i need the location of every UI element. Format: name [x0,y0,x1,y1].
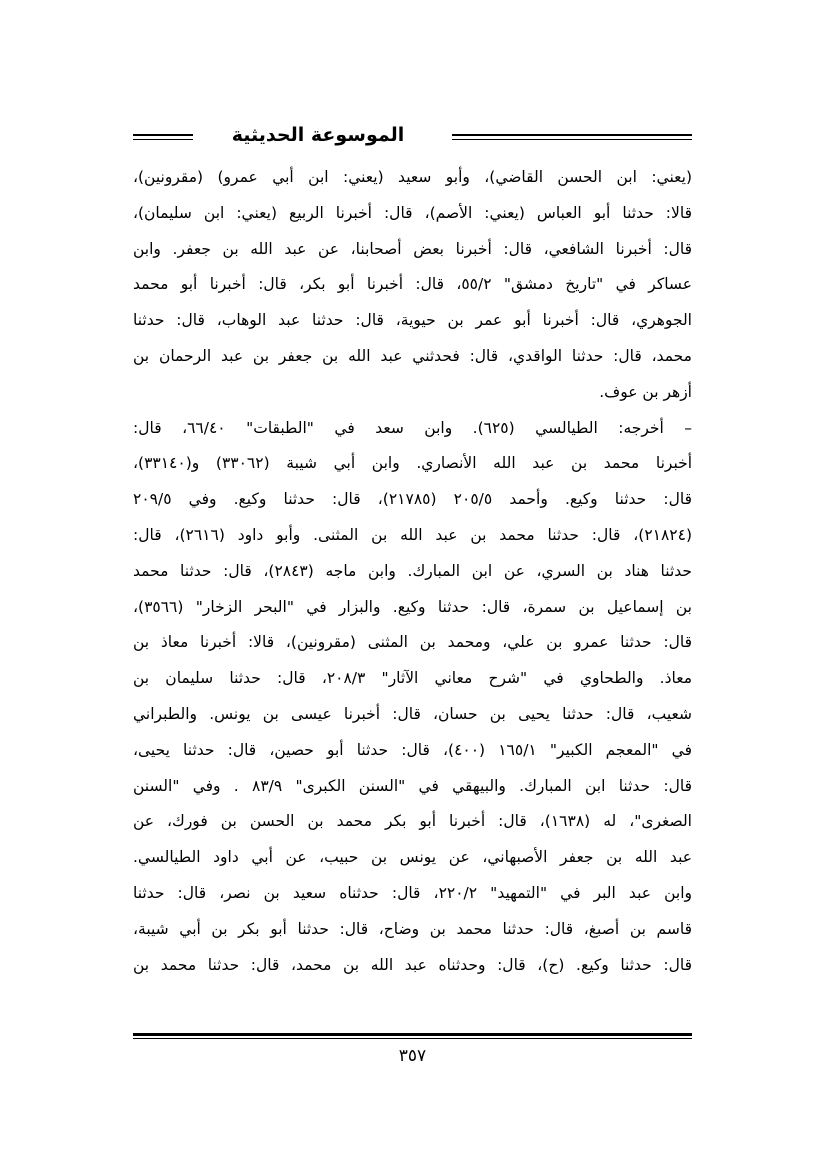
text-line: وابن عبد البر في "التمهيد" ٢٢٠/٢، قال: حدثناه سعيد بن نصر، قال: حدثنا [133,883,692,902]
text-line: عساكر في "تاريخ دمشق" ٥٥/٢، قال: أخبرنا أبو بكر، قال: أخبرنا أبو محمد [133,275,692,294]
text-line: قال: حدثنا وكيع. وأحمد ٢٠٥/٥ (٢١٧٨٥)، قال: حدثنا وكيع. وفي ٢٠٩/٥ [133,490,692,509]
header-rule-right [452,134,692,140]
text-line: (يعني: ابن الحسن القاضي)، وأبو سعيد (يعني: ابن أبي عمرو) (مقرونين)، [133,168,692,186]
text-line: محمد، قال: حدثنا الواقدي، قال: فحدثني عبد الله بن جعفر بن عبد الرحمان بن [133,346,692,365]
text-line: – أخرجه: الطيالسي (٦٢٥). وابن سعد في "الطبقات" ٦٦/٤٠، قال: [133,418,692,437]
text-line: قال: حدثنا ابن المبارك. والبيهقي في "السنن الكبرى" ٨٣/٩ . وفي "السنن [133,776,692,795]
text-line: في "المعجم الكبير" ١٦٥/١ (٤٠٠)، قال: حدثنا أبو حصين، قال: حدثنا يحيى، [133,740,692,759]
text-line: قال: حدثنا عمرو بن علي، ومحمد بن المثنى (مقرونين)، قالا: أخبرنا معاذ بن [133,633,692,652]
footer-rule [133,1033,692,1039]
text-line: قال: حدثنا وكيع. (ح)، قال: وحدثناه عبد الله بن محمد، قال: حدثنا محمد بن [133,955,692,974]
text-line: شعيب، قال: حدثنا يحيى بن حسان، قال: أخبرنا عيسى بن يونس. والطبراني [133,704,692,723]
text-line: عبد الله بن جعفر الأصبهاني، عن يونس بن حبيب، عن أبي داود الطيالسي. [133,848,692,867]
running-title: الموسوعة الحديثية [231,124,405,146]
text-line: بن إسماعيل بن سمرة، قال: حدثنا وكيع. والبزار في "البحر الزخار" (٣٥٦٦)، [133,597,692,616]
page-header [133,120,692,152]
text-line: قاسم بن أصبغ، قال: حدثنا محمد بن وضاح، قال: حدثنا أبو بكر بن أبي شيبة، [133,919,692,938]
text-line: (٢١٨٢٤)، قال: حدثنا محمد بن عبد الله بن المثنى. وأبو داود (٢٦١٦)، قال: [133,525,692,544]
text-line: قال: أخبرنا الشافعي، قال: أخبرنا بعض أصحابنا، عن عبد الله بن جعفر. وابن [133,239,692,258]
text-line: الجوهري، قال: أخبرنا أبو عمر بن حيوية، قال: حدثنا عبد الوهاب، قال: حدثنا [133,311,692,330]
body-text [133,160,692,983]
text-line: الصغرى"، له (١٦٣٨)، قال: أخبرنا أبو بكر محمد بن الحسن بن فورك، عن [133,812,692,831]
page-number: ٣٥٧ [398,1046,427,1066]
text-line: قالا: حدثنا أبو العباس (يعني: الأصم)، قال: أخبرنا الربيع (يعني: ابن سليمان)، [133,203,692,222]
text-line: معاذ. والطحاوي في "شرح معاني الآثار" ٢٠٨/٣، قال: حدثنا سليمان بن [133,669,692,688]
text-line: أزهر بن عوف. [599,382,692,401]
text-line: أخبرنا محمد بن عبد الله الأنصاري. وابن أبي شيبة (٣٣٠٦٢) و(٣٣١٤٠)، [133,454,692,473]
text-line: حدثنا هناد بن السري، عن ابن المبارك. وابن ماجه (٢٨٤٣)، قال: حدثنا محمد [133,561,692,580]
header-rule-left [133,134,193,140]
